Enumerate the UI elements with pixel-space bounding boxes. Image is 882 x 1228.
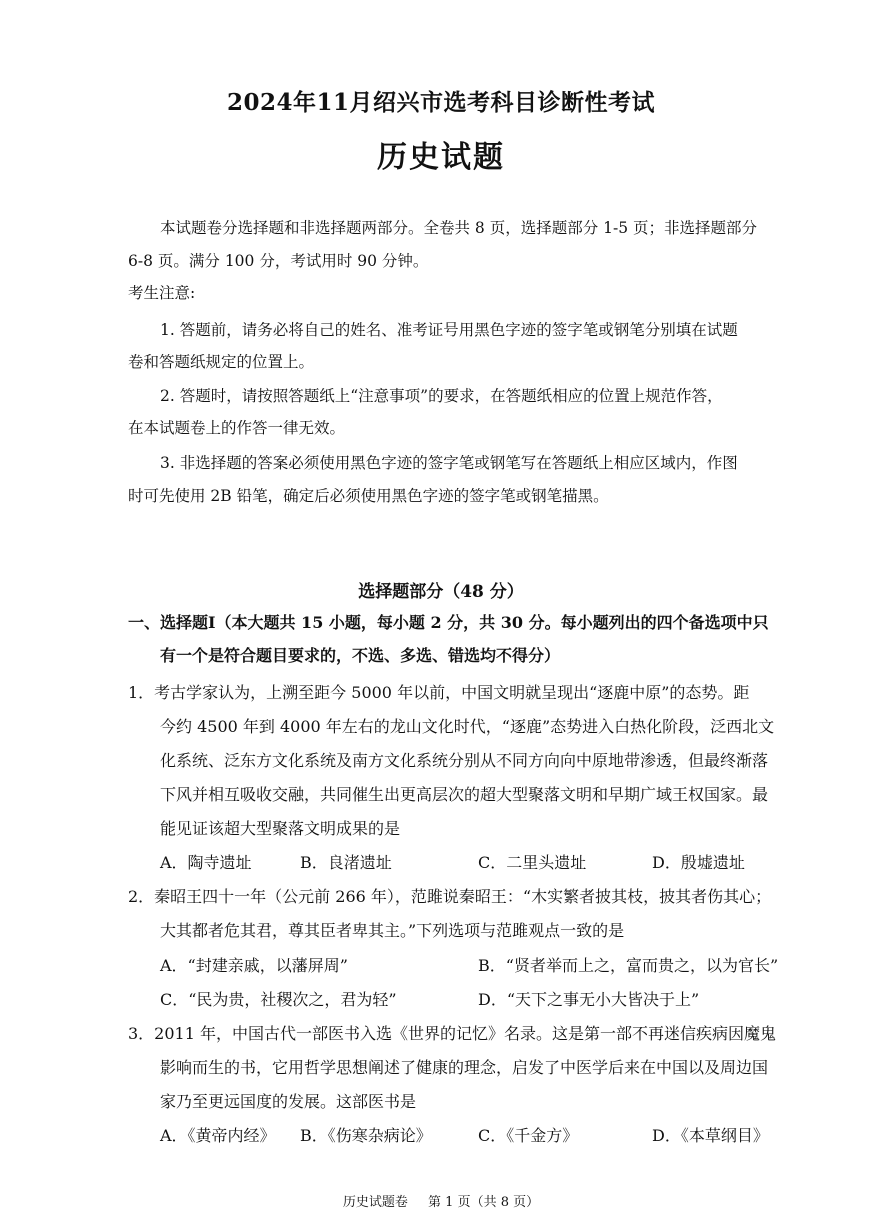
notice-item: 3. 非选择题的答案必须使用黑色字迹的签字笔或钢笔写在答题纸上相应区域内，作图 — [160, 454, 738, 472]
option-a: A．“封建亲戚，以藩屏周” — [160, 956, 348, 975]
exam-title: 2024年11月绍兴市选考科目诊断性考试 — [226, 89, 656, 116]
section-title: 选择题部分（48 分） — [358, 582, 524, 602]
option-d: D．殷墟遗址 — [652, 853, 745, 872]
question-line: 3．2011 年，中国古代一部医书入选《世界的记忆》名录。这是第一部不再迷信疾病因魔鬼 — [128, 1024, 776, 1043]
page-footer — [0, 1191, 882, 1210]
option-b: B．良渚遗址 — [300, 853, 392, 872]
question-line: 下风并相互吸收交融，共同催生出更高层次的超大型聚落文明和早期广域王权国家。最 — [160, 785, 769, 804]
option-a: A．《黄帝内经》 — [160, 1126, 276, 1145]
option-c: C．“民为贵，社稷次之，君为轻” — [160, 990, 397, 1009]
option-c: C．《千金方》 — [478, 1126, 579, 1145]
question-line: 化系统、泛东方文化系统及南方文化系统分别从不同方向向中原地带渗透，但最终渐落 — [160, 751, 769, 770]
exam-subtitle: 历史试题 — [377, 140, 505, 175]
question-line: 今约 4500 年到 4000 年左右的龙山文化时代，“逐鹿”态势进入白热化阶段，泛西北文 — [160, 717, 775, 736]
option-d: D．“天下之事无小大皆决于上” — [478, 990, 700, 1009]
option-b: B．《伤寒杂病论》 — [300, 1126, 432, 1145]
notice-label: 考生注意: — [128, 284, 196, 302]
option-d: D．《本草纲目》 — [652, 1126, 769, 1145]
part-heading: 有一个是符合题目要求的，不选、多选、错选均不得分） — [160, 646, 561, 665]
footer-page-number: 第 1 页（共 8 页） — [428, 1195, 540, 1210]
part-heading: 一、选择题Ⅰ（本大题共 15 小题，每小题 2 分，共 30 分。每小题列出的四个备选项中只 — [128, 613, 769, 632]
option-a: A．陶寺遗址 — [160, 853, 252, 872]
option-b: B．“贤者举而上之，富而贵之，以为官长” — [478, 956, 779, 975]
question-line: 大其都者危其君，尊其臣者卑其主。”下列选项与范雎观点一致的是 — [160, 921, 625, 940]
intro-line: 6-8 页。满分 100 分，考试用时 90 分钟。 — [128, 252, 429, 270]
question-line: 能见证该超大型聚落文明成果的是 — [160, 819, 401, 838]
option-c: C．二里头遗址 — [478, 853, 587, 872]
notice-item: 1. 答题前，请务必将自己的姓名、准考证号用黑色字迹的签字笔或钢笔分别填在试题 — [160, 321, 738, 339]
notice-item: 在本试题卷上的作答一律无效。 — [128, 419, 346, 437]
notice-item: 卷和答题纸规定的位置上。 — [128, 353, 315, 371]
notice-item: 2. 答题时，请按照答题纸上“注意事项”的要求，在答题纸相应的位置上规范作答， — [160, 387, 723, 405]
notice-item: 时可先使用 2B 铅笔，确定后必须使用黑色字迹的签字笔或钢笔描黑。 — [128, 487, 609, 505]
question-line: 2．秦昭王四十一年（公元前 266 年），范雎说秦昭王：“木实繁者披其枝，披其者伤其心； — [128, 887, 772, 906]
intro-line: 本试题卷分选择题和非选择题两部分。全卷共 8 页，选择题部分 1-5 页；非选择题部分 — [160, 219, 758, 237]
question-line: 影响而生的书，它用哲学思想阐述了健康的理念，启发了中医学后来在中国以及周边国 — [160, 1058, 769, 1077]
question-line: 1．考古学家认为，上溯至距今 5000 年以前，中国文明就呈现出“逐鹿中原”的态势。距 — [128, 683, 750, 702]
question-line: 家乃至更远国度的发展。这部医书是 — [160, 1092, 417, 1111]
footer-paper-name: 历史试题卷 — [342, 1195, 408, 1210]
